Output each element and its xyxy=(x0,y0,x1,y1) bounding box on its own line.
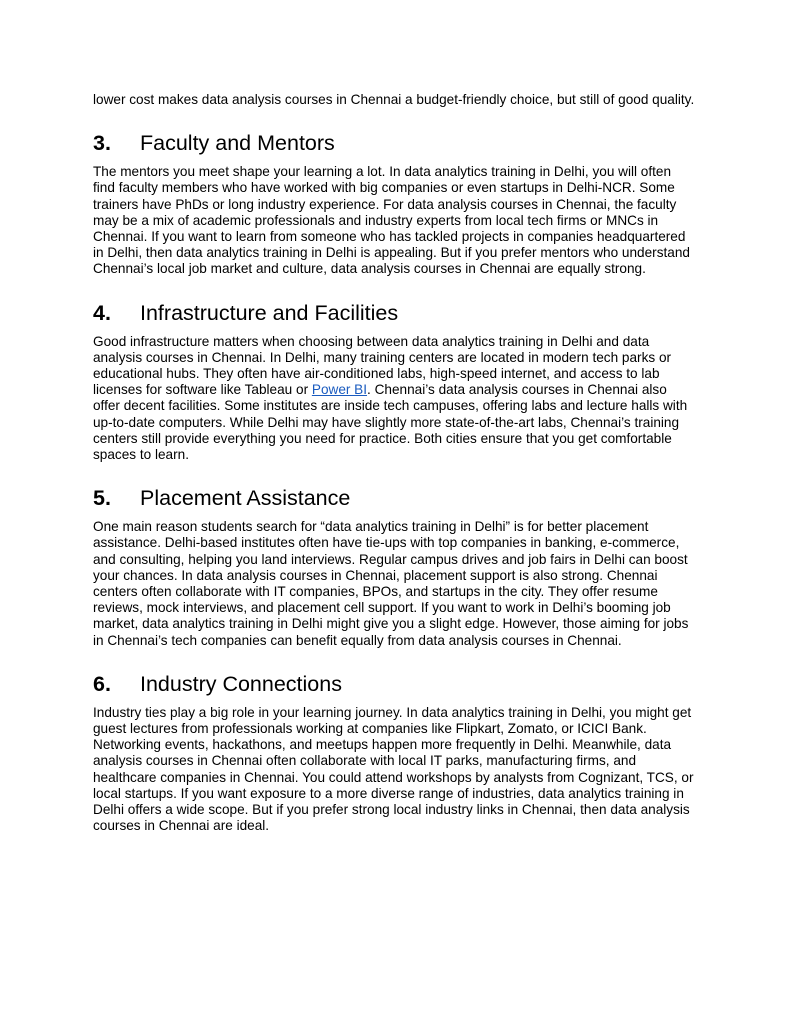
section-infrastructure-and-facilities xyxy=(93,298,696,464)
section-number: 3. xyxy=(93,131,111,156)
section-number: 4. xyxy=(93,300,111,325)
section-number: 5. xyxy=(93,486,111,511)
section-body: Industry ties play a big role in your learning journey. In data analytics training in Delhi, you might get guest lectures from professionals working at companies like Flipkart, Zomato, or ICICI Bank. Networking events, hackathons, and meetups happen more frequently in Delhi. Meanwhile, data analysis courses in Chennai often collaborate with local IT parks, manufacturing firms, and healthcare companies in Chennai. You could attend workshops by analysts from Cognizant, TCS, or local startups. If you want exposure to a more diverse range of industries, data analytics training in Delhi offers a wide scope. But if you prefer strong local industry links in Chennai, then data analysis courses in Chennai are ideal. xyxy=(93,704,694,834)
section-faculty-and-mentors xyxy=(93,128,696,277)
section-industry-connections xyxy=(93,669,696,835)
section-body-text: . Chennai’s data analysis courses in Chennai also offer decent facilities. Some institutes are inside tech campuses, offering labs and lecture halls with up-to-date computers. While Delhi may have slightly more state-of-the-art labs, Chennai’s training centers still provide everything you need for practice. Both cities ensure that you get comfortable spaces to learn. xyxy=(93,382,688,463)
section-body-text: Good infrastructure matters when choosing between data analytics training in Delhi and data analysis courses in Chennai. In Delhi, many training centers are located in modern tech parks or educational hubs. They often have air-conditioned labs, high-speed internet, and access to lab licenses for software like Tableau or xyxy=(93,333,672,398)
section-body: The mentors you meet shape your learning a lot. In data analytics training in Delhi, you will often find faculty members who have worked with big companies or even startups in Delhi-NCR. Some trainers have PhDs or long industry experience. For data analysis courses in Chennai, the faculty may be a mix of academic professionals and industry experts from local tech firms or MNCs in Chennai. If you want to learn from someone who has tackled projects in companies headquartered in Delhi, then data analytics training in Delhi is appealing. But if you prefer mentors who understand Chennai’s local job market and culture, data analysis courses in Chennai are equally strong. xyxy=(93,164,690,277)
section-heading xyxy=(93,298,696,328)
section-number: 6. xyxy=(93,671,111,696)
section-title: Industry Connections xyxy=(140,671,342,696)
section-placement-assistance xyxy=(93,483,696,649)
section-title: Infrastructure and Facilities xyxy=(140,300,399,325)
section-body xyxy=(93,334,696,464)
section-heading xyxy=(93,483,696,513)
section-title: Faculty and Mentors xyxy=(140,131,335,156)
section-title: Placement Assistance xyxy=(140,486,351,511)
section-heading xyxy=(93,128,696,158)
intro-paragraph: lower cost makes data analysis courses in Chennai a budget-friendly choice, but still of good quality. xyxy=(93,92,695,107)
power-bi-link[interactable]: Power BI xyxy=(311,382,368,398)
section-heading xyxy=(93,669,696,699)
section-body: One main reason students search for “data analytics training in Delhi” is for better placement assistance. Delhi-based institutes often have tie-ups with top companies in banking, e-commerce, and consulting, helping you land interviews. Regular campus drives and job fairs in Delhi can boost your chances. In data analysis courses in Chennai, placement support is also strong. Chennai centers often collaborate with IT companies, BPOs, and startups in the city. They offer resume reviews, mock interviews, and placement cell support. If you want to work in Delhi’s booming job market, data analytics training in Delhi might give you a slight edge. However, those aiming for jobs in Chennai’s tech companies can benefit equally from data analysis courses in Chennai. xyxy=(93,519,689,648)
